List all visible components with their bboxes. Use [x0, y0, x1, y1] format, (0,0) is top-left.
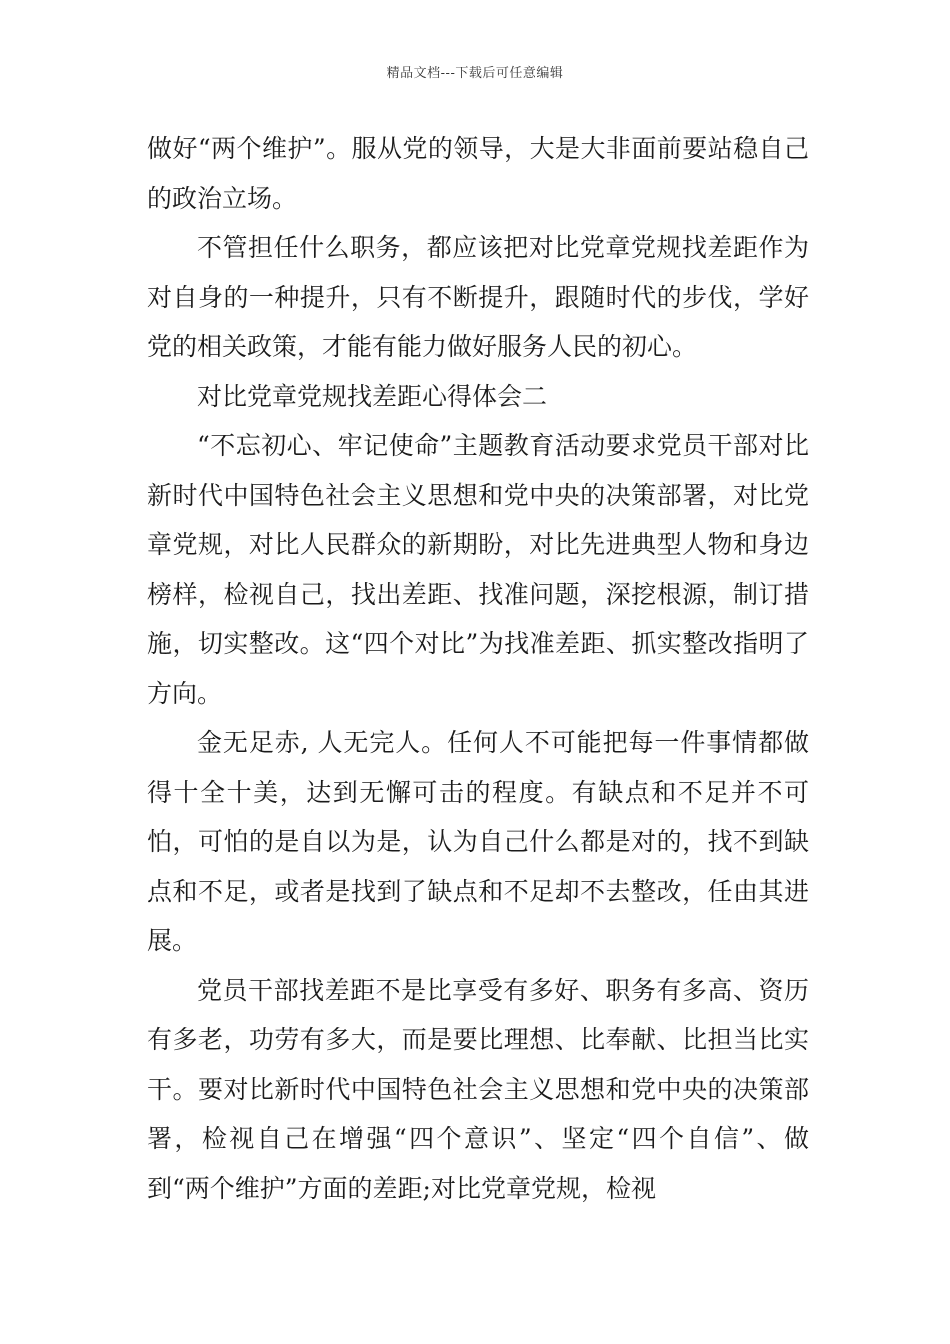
document-body [147, 124, 809, 1213]
paragraph-5: 党员干部找差距不是比享受有多好、职务有多高、资历有多老，功劳有多大，而是要比理想、比奉献、比担当比实干。要对比新时代中国特色社会主义思想和党中央的决策部署，检视自己在增强“四个意识”、坚定“四个自信”、做到“两个维护”方面的差距;对比党章党规，检视 [147, 975, 809, 1203]
page-header: 精品文档---下载后可任意编辑 [386, 66, 564, 81]
section-heading: 对比党章党规找差距心得体会二 [197, 381, 548, 411]
paragraph-3: “不忘初心、牢记使命”主题教育活动要求党员干部对比新时代中国特色社会主义思想和党中央的决策部署，对比党章党规，对比人民群众的新期盼，对比先进典型人物和身边榜样，检视自己，找出差距、找准问题，深挖根源，制订措施，切实整改。这“四个对比”为找准差距、抓实整改指明了方向。 [147, 431, 809, 708]
paragraph-4: 金无足赤, 人无完人。任何人不可能把每一件事情都做得十全十美，达到无懈可击的程度。有缺点和不足并不可怕，可怕的是自以为是，认为自己什么都是对的，找不到缺点和不足，或者是找到了缺点和不足却不去整改，任由其进展。 [147, 728, 809, 955]
paragraph-1: 做好“两个维护”。服从党的领导，大是大非面前要站稳自己的政治立场。 [147, 134, 809, 213]
paragraph-2: 不管担任什么职务，都应该把对比党章党规找差距作为对自身的一种提升，只有不断提升，跟随时代的步伐，学好党的相关政策，才能有能力做好服务人民的初心。 [147, 233, 809, 361]
